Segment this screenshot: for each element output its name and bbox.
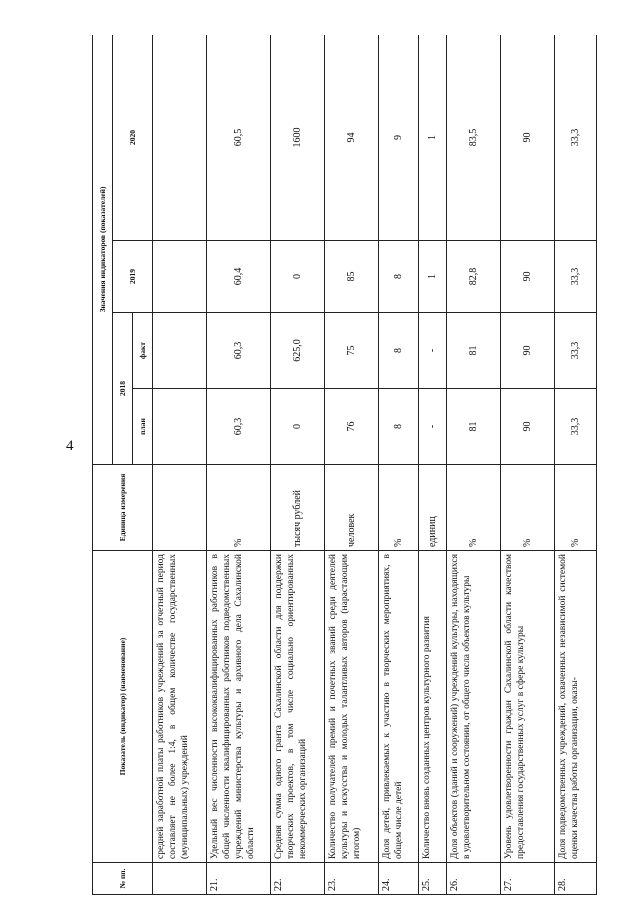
row-value-2019: 1 [419, 241, 447, 313]
row-indicator: Уровень удовлетворенности граждан Сахалинской области качеством предоставления государственных услуг в сфере культуры [501, 551, 555, 863]
row-fact-2018: 75 [325, 313, 379, 389]
row-fact-2018: 33,3 [555, 313, 597, 389]
row-value-2020: 1600 [271, 35, 325, 241]
header-2018: 2018 [113, 313, 133, 465]
row-plan-2018: 76 [325, 389, 379, 465]
page-number: 4 [66, 438, 74, 454]
row-value-2019: 90 [501, 241, 555, 313]
row-plan-2018: 8 [379, 389, 419, 465]
row-unit [153, 465, 207, 551]
row-number: 24. [379, 863, 419, 895]
table-row [325, 35, 379, 895]
row-value-2020: 94 [325, 35, 379, 241]
row-indicator: Количество получателей премий и почетных званий среди деятелей культуры и искусства и молодых талантливых авторов (нарастающим итогом) [325, 551, 379, 863]
row-value-2020: 9 [379, 35, 419, 241]
row-indicator: Средняя сумма одного гранта Сахалинской области для поддержки творческих проектов, в том числе социально ориентированных некоммерческих организаций [271, 551, 325, 863]
row-unit: % [501, 465, 555, 551]
row-indicator: Удельный вес численности высококвалифицированных работников в общей численности квалифицированных работников подведомственных учреждений министерства культуры и архивного дела Сахалинской области [207, 551, 271, 863]
table-row [379, 35, 419, 895]
row-fact-2018: 8 [379, 313, 419, 389]
header-no: № пп. [93, 863, 153, 895]
row-number: 21. [207, 863, 271, 895]
row-fact-2018: 625,0 [271, 313, 325, 389]
header-plan: план [133, 389, 153, 465]
table-row [207, 35, 271, 895]
row-unit: % [447, 465, 501, 551]
row-plan-2018: 81 [447, 389, 501, 465]
header-2020: 2020 [113, 35, 153, 241]
row-plan-2018: 60,3 [207, 389, 271, 465]
row-plan-2018 [153, 389, 207, 465]
row-value-2020: 60,5 [207, 35, 271, 241]
row-unit: % [555, 465, 597, 551]
row-value-2020: 83,5 [447, 35, 501, 241]
row-number: 25. [419, 863, 447, 895]
row-number: 28. [555, 863, 597, 895]
rotated-table-viewport [92, 35, 612, 895]
table-row [555, 35, 597, 895]
row-plan-2018: - [419, 389, 447, 465]
row-number [153, 863, 207, 895]
row-unit: человек [325, 465, 379, 551]
row-value-2020: 1 [419, 35, 447, 241]
header-unit: Единица измерения [93, 465, 153, 551]
row-indicator: средней заработной платы работников учреждений за отчетный период составляет не более 1:4, в общем количестве государственных (муниципальных) учреждений [153, 551, 207, 863]
row-indicator: Доля объектов (зданий и сооружений) учреждений культуры, находящихся в удовлетворительном состоянии, от общего числа объектов культуры [447, 551, 501, 863]
row-number: 23. [325, 863, 379, 895]
row-value-2019: 60,4 [207, 241, 271, 313]
row-value-2019: 0 [271, 241, 325, 313]
table-row [153, 35, 207, 895]
header-indicator: Показатель (индикатор) (наименование) [93, 551, 153, 863]
row-value-2019: 33,3 [555, 241, 597, 313]
table-row [501, 35, 555, 895]
row-value-2019: 85 [325, 241, 379, 313]
indicators-table [92, 35, 597, 895]
row-unit: тысяч рублей [271, 465, 325, 551]
row-value-2019: 8 [379, 241, 419, 313]
row-indicator: Доля подведомственных учреждений, охваченных независимой системой оценки качества работы организации, оказы- [555, 551, 597, 863]
table-row [447, 35, 501, 895]
table-wrap [92, 35, 612, 895]
table-row [271, 35, 325, 895]
row-plan-2018: 90 [501, 389, 555, 465]
table-row [419, 35, 447, 895]
row-value-2019 [153, 241, 207, 313]
row-fact-2018: - [419, 313, 447, 389]
row-indicator: Доля детей, привлекаемых к участию в творческих мероприятиях, в общем числе детей [379, 551, 419, 863]
row-fact-2018 [153, 313, 207, 389]
row-number: 27. [501, 863, 555, 895]
header-2019: 2019 [113, 241, 153, 313]
row-unit: % [207, 465, 271, 551]
row-value-2020: 90 [501, 35, 555, 241]
row-value-2019: 82,8 [447, 241, 501, 313]
row-value-2020 [153, 35, 207, 241]
row-plan-2018: 33,3 [555, 389, 597, 465]
row-unit: единиц [419, 465, 447, 551]
row-number: 26. [447, 863, 501, 895]
header-fact: факт [133, 313, 153, 389]
row-plan-2018: 0 [271, 389, 325, 465]
row-number: 22. [271, 863, 325, 895]
header-values-group: Значения индикаторов (показателей) [93, 35, 113, 465]
row-unit: % [379, 465, 419, 551]
row-indicator: Количество вновь созданных центров культурного развития [419, 551, 447, 863]
row-fact-2018: 81 [447, 313, 501, 389]
row-fact-2018: 60,3 [207, 313, 271, 389]
row-fact-2018: 90 [501, 313, 555, 389]
row-value-2020: 33,3 [555, 35, 597, 241]
